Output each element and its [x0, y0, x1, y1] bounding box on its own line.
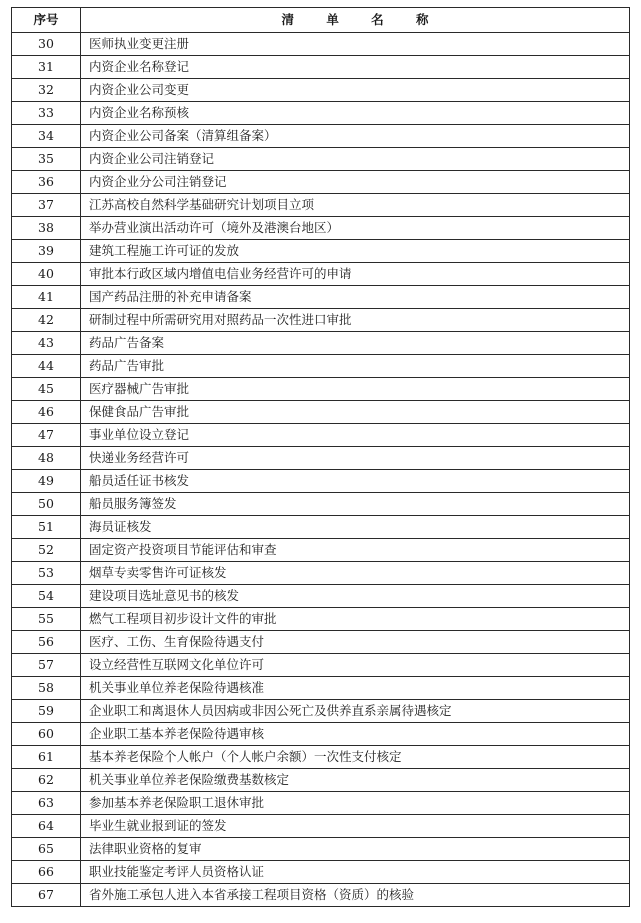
row-name: 海员证核发 — [81, 516, 630, 539]
row-name: 建筑工程施工许可证的发放 — [81, 240, 630, 263]
row-number: 43 — [12, 332, 81, 355]
table-row — [12, 125, 630, 148]
row-name: 法律职业资格的复审 — [81, 838, 630, 861]
row-name: 快递业务经营许可 — [81, 447, 630, 470]
row-name: 船员适任证书核发 — [81, 470, 630, 493]
row-name: 机关事业单位养老保险缴费基数核定 — [81, 769, 630, 792]
row-number: 55 — [12, 608, 81, 631]
table-row — [12, 102, 630, 125]
row-number: 36 — [12, 171, 81, 194]
row-name: 国产药品注册的补充申请备案 — [81, 286, 630, 309]
table-row — [12, 516, 630, 539]
row-number: 37 — [12, 194, 81, 217]
table-row — [12, 194, 630, 217]
row-number: 67 — [12, 884, 81, 907]
table-row — [12, 838, 630, 861]
row-name: 烟草专卖零售许可证核发 — [81, 562, 630, 585]
table-row — [12, 654, 630, 677]
row-number: 65 — [12, 838, 81, 861]
table-row — [12, 585, 630, 608]
row-number: 33 — [12, 102, 81, 125]
row-name: 企业职工基本养老保险待遇审核 — [81, 723, 630, 746]
row-number: 31 — [12, 56, 81, 79]
table-row — [12, 56, 630, 79]
row-number: 57 — [12, 654, 81, 677]
row-name: 内资企业公司注销登记 — [81, 148, 630, 171]
table-row — [12, 746, 630, 769]
row-name: 基本养老保险个人帐户（个人帐户余额）一次性支付核定 — [81, 746, 630, 769]
row-name: 内资企业公司变更 — [81, 79, 630, 102]
checklist-table — [11, 7, 630, 907]
table-row — [12, 631, 630, 654]
table-row — [12, 240, 630, 263]
header-name: 清 单 名 称 — [81, 8, 630, 33]
row-number: 63 — [12, 792, 81, 815]
row-number: 39 — [12, 240, 81, 263]
table-row — [12, 378, 630, 401]
row-number: 60 — [12, 723, 81, 746]
row-number: 30 — [12, 33, 81, 56]
table-row — [12, 769, 630, 792]
row-number: 45 — [12, 378, 81, 401]
table-header-row — [12, 8, 630, 33]
row-name: 医疗、工伤、生育保险待遇支付 — [81, 631, 630, 654]
table-row — [12, 217, 630, 240]
table-row — [12, 355, 630, 378]
row-name: 燃气工程项目初步设计文件的审批 — [81, 608, 630, 631]
row-number: 35 — [12, 148, 81, 171]
row-name: 毕业生就业报到证的签发 — [81, 815, 630, 838]
table-row — [12, 677, 630, 700]
header-number: 序号 — [12, 8, 81, 33]
table-row — [12, 148, 630, 171]
table-body — [12, 33, 630, 907]
row-name: 药品广告备案 — [81, 332, 630, 355]
row-number: 49 — [12, 470, 81, 493]
row-number: 32 — [12, 79, 81, 102]
row-number: 47 — [12, 424, 81, 447]
row-number: 56 — [12, 631, 81, 654]
row-name: 药品广告审批 — [81, 355, 630, 378]
row-number: 59 — [12, 700, 81, 723]
row-name: 医疗器械广告审批 — [81, 378, 630, 401]
table-row — [12, 539, 630, 562]
row-number: 46 — [12, 401, 81, 424]
document-page — [11, 7, 629, 907]
row-name: 举办营业演出活动许可（境外及港澳台地区） — [81, 217, 630, 240]
table-row — [12, 700, 630, 723]
table-row — [12, 332, 630, 355]
row-name: 医师执业变更注册 — [81, 33, 630, 56]
row-number: 48 — [12, 447, 81, 470]
table-row — [12, 79, 630, 102]
row-number: 58 — [12, 677, 81, 700]
row-name: 建设项目选址意见书的核发 — [81, 585, 630, 608]
row-number: 51 — [12, 516, 81, 539]
row-name: 内资企业公司备案（清算组备案） — [81, 125, 630, 148]
table-row — [12, 861, 630, 884]
row-name: 企业职工和离退休人员因病或非因公死亡及供养直系亲属待遇核定 — [81, 700, 630, 723]
row-number: 53 — [12, 562, 81, 585]
row-name: 设立经营性互联网文化单位许可 — [81, 654, 630, 677]
row-number: 61 — [12, 746, 81, 769]
row-name: 职业技能鉴定考评人员资格认证 — [81, 861, 630, 884]
table-row — [12, 493, 630, 516]
row-number: 54 — [12, 585, 81, 608]
row-name: 审批本行政区域内增值电信业务经营许可的申请 — [81, 263, 630, 286]
table-row — [12, 286, 630, 309]
row-name: 机关事业单位养老保险待遇核准 — [81, 677, 630, 700]
row-number: 50 — [12, 493, 81, 516]
row-name: 江苏高校自然科学基础研究计划项目立项 — [81, 194, 630, 217]
row-number: 34 — [12, 125, 81, 148]
row-name: 省外施工承包人进入本省承接工程项目资格（资质）的核验 — [81, 884, 630, 907]
table-row — [12, 33, 630, 56]
row-name: 固定资产投资项目节能评估和审查 — [81, 539, 630, 562]
row-name: 内资企业名称预核 — [81, 102, 630, 125]
row-number: 42 — [12, 309, 81, 332]
row-name: 内资企业分公司注销登记 — [81, 171, 630, 194]
row-name: 参加基本养老保险职工退休审批 — [81, 792, 630, 815]
table-row — [12, 263, 630, 286]
row-number: 66 — [12, 861, 81, 884]
row-name: 研制过程中所需研究用对照药品一次性进口审批 — [81, 309, 630, 332]
table-row — [12, 401, 630, 424]
table-row — [12, 608, 630, 631]
row-name: 内资企业名称登记 — [81, 56, 630, 79]
table-row — [12, 562, 630, 585]
table-row — [12, 723, 630, 746]
row-name: 保健食品广告审批 — [81, 401, 630, 424]
row-number: 64 — [12, 815, 81, 838]
row-number: 44 — [12, 355, 81, 378]
row-name: 船员服务簿签发 — [81, 493, 630, 516]
row-number: 52 — [12, 539, 81, 562]
table-row — [12, 447, 630, 470]
row-number: 40 — [12, 263, 81, 286]
table-row — [12, 424, 630, 447]
table-row — [12, 470, 630, 493]
table-row — [12, 792, 630, 815]
row-number: 62 — [12, 769, 81, 792]
table-row — [12, 815, 630, 838]
table-row — [12, 309, 630, 332]
row-name: 事业单位设立登记 — [81, 424, 630, 447]
table-row — [12, 171, 630, 194]
row-number: 38 — [12, 217, 81, 240]
table-row — [12, 884, 630, 907]
row-number: 41 — [12, 286, 81, 309]
